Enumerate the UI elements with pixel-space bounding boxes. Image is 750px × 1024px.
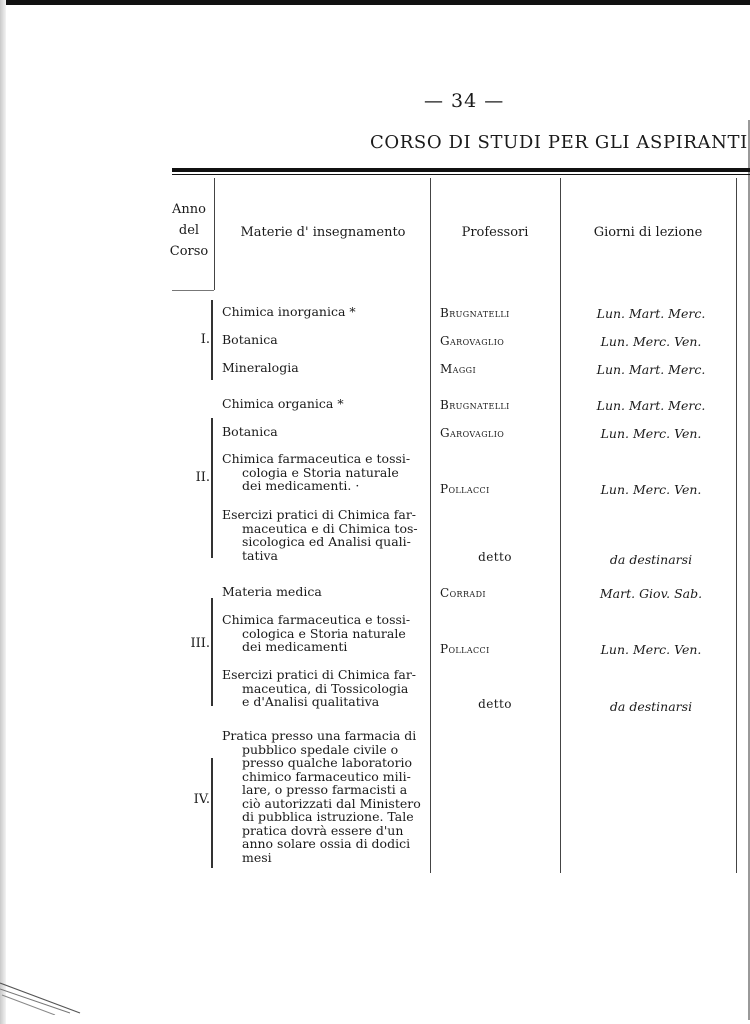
subject-cell [222,361,427,375]
professor-cell: Pollacci [440,642,490,656]
subject-line: e d'Analisi qualitativa [242,694,380,709]
subject-line: mesi [242,849,272,865]
days-cell: Lun. Merc. Ven. [600,642,702,657]
subject-line: maceutica, di Tossicologia [242,680,409,696]
professor-cell: Corradi [440,586,486,600]
year-label: III. [190,636,210,651]
group-brace [211,300,213,380]
year-label: I. [200,332,210,347]
subject-line: maceutica e di Chimica tos- [242,520,418,536]
professor-cell: Garovaglio [440,334,505,348]
subject-cell [222,397,427,411]
subject-line: chimico farmaceutico mili- [242,768,411,784]
subject-cell [222,585,427,599]
professor-cell: Pollacci [440,482,490,496]
header-subjects: Materie d' insegnamento [240,225,406,240]
subject-line: ciò autorizzati dal Ministero [242,795,421,811]
subject-cell [222,668,427,709]
subject-line: Esercizi pratici di Chimica far- [222,507,417,522]
subject-cell [222,508,427,562]
subject-line: pubblico spedale civile o [242,741,399,757]
subject-line: Esercizi pratici di Chimica far- [222,667,417,682]
subject-line: Pratica presso una farmacia di [222,728,417,743]
subject-cell [222,729,427,864]
professor-cell: detto [478,550,512,564]
subject-line: dei medicamenti. · [242,478,360,493]
subject-line: Mineralogia [222,360,299,375]
subject-line: di pubblica istruzione. Tale [242,809,414,824]
subject-line: Chimica farmaceutica e tossi- [222,612,411,627]
days-cell: Lun. Merc. Ven. [600,426,702,441]
column-divider-subjects [430,178,431,873]
subject-line: Chimica organica * [222,396,344,411]
header-year-line: Corso [169,244,209,259]
subject-line: sicologica ed Analisi quali- [242,534,411,549]
header-days: Giorni di lezione [593,225,703,240]
subject-line: anno solare ossia di dodici [242,836,411,851]
subject-line: Botanica [222,424,278,439]
page-number: — 34 — [424,90,505,112]
days-cell: Lun. Merc. Ven. [600,482,702,497]
subject-cell [222,425,427,439]
days-cell: Lun. Mart. Merc. [596,362,706,377]
header-rule-thin [172,174,750,175]
professor-cell: Maggi [440,362,477,376]
year-label: II. [195,470,210,485]
subject-cell [222,305,427,319]
days-cell: da destinarsi [609,552,693,567]
days-cell: Lun. Mart. Merc. [596,398,706,413]
scan-left-edge [0,0,6,1024]
scan-top-edge [0,0,750,5]
header-year [166,199,212,262]
days-cell: Mart. Giov. Sab. [599,586,703,601]
header-professors: Professori [461,225,529,240]
subject-line: dei medicamenti [242,639,348,654]
header-rule [172,168,750,172]
subject-line: lare, o presso farmacisti a [242,782,408,797]
page-title: CORSO DI STUDI PER GLI ASPIRANTI [370,132,748,153]
subject-cell [222,333,427,347]
days-cell: Lun. Merc. Ven. [600,334,702,349]
subject-cell [222,613,427,654]
scan-scratch-marks [0,975,90,1015]
subject-line: presso qualche laboratorio [242,755,413,770]
year-label: IV. [193,792,210,807]
subject-line: Materia medica [222,584,322,599]
professor-cell: Garovaglio [440,426,505,440]
professor-cell: Brugnatelli [440,398,510,412]
subject-line: Chimica inorganica * [222,304,356,319]
group-brace [211,758,213,868]
subject-line: cologica e Storia naturale [242,625,406,641]
subject-line: tativa [242,547,279,563]
group-brace [211,598,213,706]
professor-cell: detto [478,697,512,711]
group-brace [211,418,213,558]
header-year-line: Anno [172,202,206,217]
subject-line: pratica dovrà essere d'un [242,822,404,838]
professor-cell: Brugnatelli [440,306,510,320]
subject-cell [222,452,427,493]
subject-line: Botanica [222,332,278,347]
column-divider-days [736,178,737,873]
column-divider-year [214,178,215,290]
days-cell: da destinarsi [609,699,693,714]
header-year-line: del [178,223,200,238]
days-cell: Lun. Mart. Merc. [596,306,706,321]
subject-line: Chimica farmaceutica e tossi- [222,451,411,466]
column-divider-professors [560,178,561,873]
subject-line: cologia e Storia naturale [242,464,399,480]
header-separator [172,290,214,291]
